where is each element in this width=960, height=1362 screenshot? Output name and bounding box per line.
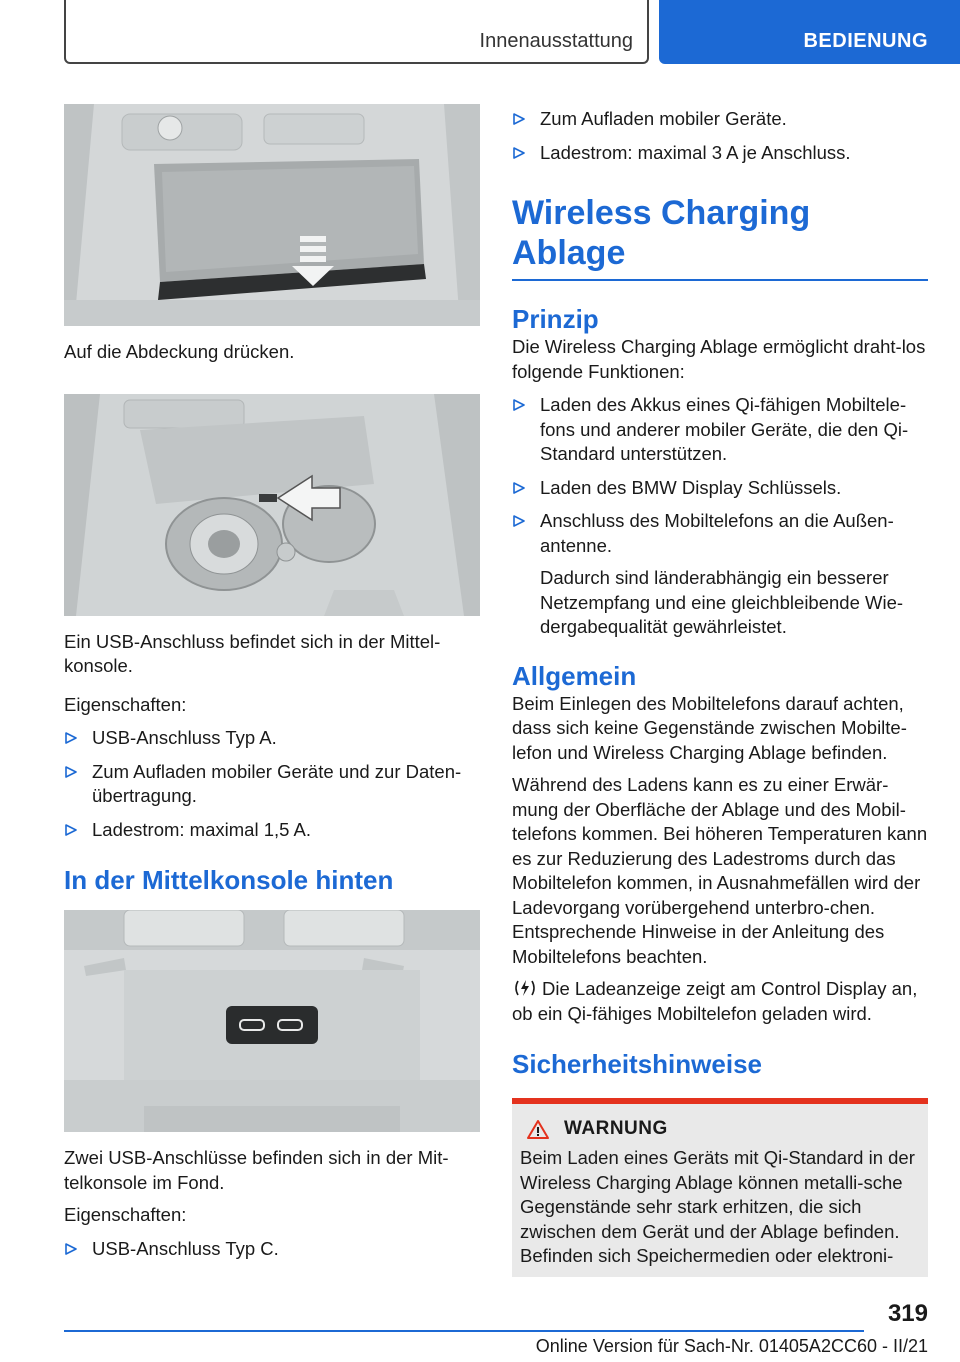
triangle-right-icon xyxy=(64,824,78,836)
caption-usb-front: Ein USB-Anschluss befindet sich in der Mittel-konsole. xyxy=(64,630,441,676)
page-number: 319 xyxy=(887,1300,928,1327)
section-title: Wireless Charging Ablage xyxy=(512,193,928,281)
list-item: Ladestrom: maximal 3 A je Anschluss. xyxy=(512,141,928,166)
list-item: Laden des Akkus eines Qi-fähigen Mobiltele-fons und anderer mobiler Geräte, die den Qi-Standard unterstützen. xyxy=(512,393,928,467)
list-item: Zum Aufladen mobiler Geräte und zur Daten-übertragung. xyxy=(64,760,480,809)
warning-text: Beim Laden eines Geräts mit Qi-Standard in der Wireless Charging Ablage können metalli-sche Gegenstände sehr stark erhitzen, die sich zwischen dem Gerät und der Ablage befinden. Befinden sich Speichermedien oder elektroni- xyxy=(520,1147,915,1266)
triangle-right-icon xyxy=(512,515,526,527)
warning-title: WARNUNG xyxy=(520,1118,920,1140)
triangle-right-icon xyxy=(512,147,526,159)
triangle-right-icon xyxy=(512,113,526,125)
heading-safety: Sicherheitshinweise xyxy=(512,1049,762,1079)
triangle-right-icon xyxy=(64,732,78,744)
warning-box xyxy=(512,1098,928,1277)
warning-triangle-icon xyxy=(526,1119,550,1140)
list-item: USB-Anschluss Typ A. xyxy=(64,726,480,751)
general-paragraph-3: Die Ladeanzeige zeigt am Control Display an, ob ein Qi-fähiges Mobiltelefon geladen wird. xyxy=(512,978,918,1024)
heading-principle: Prinzip xyxy=(512,304,599,334)
triangle-right-icon xyxy=(512,482,526,494)
header-section-tab xyxy=(64,0,649,64)
principle-list xyxy=(512,393,928,640)
list-item: USB-Anschluss Typ C. xyxy=(64,1237,480,1262)
list-item: Ladestrom: maximal 1,5 A. xyxy=(64,818,480,843)
list-item: Anschluss des Mobiltelefons an die Außen-antenne. Dadurch sind länderabhängig ein besserer Netzempfang und eine gleichbleibende Wie-dergabequalität gewährleistet. xyxy=(512,509,928,640)
heading-general: Allgemein xyxy=(512,660,637,691)
caption-cover: Auf die Abdeckung drücken. xyxy=(64,341,295,362)
principle-intro: Die Wireless Charging Ablage ermöglicht draht-los folgende Funktionen: xyxy=(512,336,926,382)
heading-rear-console: In der Mittelkonsole hinten xyxy=(64,865,394,895)
properties-label: Eigenschaften: xyxy=(64,693,187,715)
list-item: Zum Aufladen mobiler Geräte. xyxy=(512,107,928,132)
right-column xyxy=(512,104,928,1277)
properties-list-rear xyxy=(64,1237,480,1262)
wireless-charging-icon xyxy=(512,978,538,998)
footer-divider xyxy=(64,1330,864,1332)
left-column xyxy=(64,104,480,1261)
triangle-right-icon xyxy=(64,766,78,778)
header-section-title: Innenausstattung xyxy=(479,30,633,52)
properties-list-front xyxy=(64,726,480,842)
general-paragraph-1: Beim Einlegen des Mobiltelefons darauf achten, dass sich keine Gegenstände zwischen Mobilte-lefon und Wireless Charging Ablage befinden. xyxy=(512,692,907,763)
general-paragraph-2: Während des Ladens kann es zu einer Erwär-mung der Oberfläche der Ablage und des Mobil-telefons kommen. Bei höheren Temperaturen kann es zur Reduzierung des Ladestroms durch das Mobiltelefon kommen, in Ausnahmefällen wird der Ladevorgang vorübergehend unterbro-chen. Entsprechende Hinweise in der Anleitung des Mobiltelefons beachten. xyxy=(512,774,928,967)
list-item: Laden des BMW Display Schlüssels. xyxy=(512,476,928,501)
header-chapter-title: BEDIENUNG xyxy=(803,30,928,52)
properties-label: Eigenschaften: xyxy=(64,1204,187,1225)
photo-usb-front xyxy=(64,394,480,616)
photo-cover-press xyxy=(64,104,480,326)
properties-list-rear-cont xyxy=(512,107,928,165)
caption-usb-rear: Zwei USB-Anschlüsse befinden sich in der Mit-telkonsole im Fond. xyxy=(64,1147,449,1193)
list-item-note: Dadurch sind länderabhängig ein besserer Netzempfang und eine gleichbleibende Wie-dergabequalität gewährleistet. xyxy=(540,567,904,637)
header-chapter-tab xyxy=(659,0,960,64)
photo-usb-rear xyxy=(64,910,480,1132)
triangle-right-icon xyxy=(512,399,526,411)
triangle-right-icon xyxy=(64,1243,78,1255)
footer-version-text: Online Version für Sach-Nr. 01405A2CC60 - II/21 xyxy=(535,1336,928,1356)
